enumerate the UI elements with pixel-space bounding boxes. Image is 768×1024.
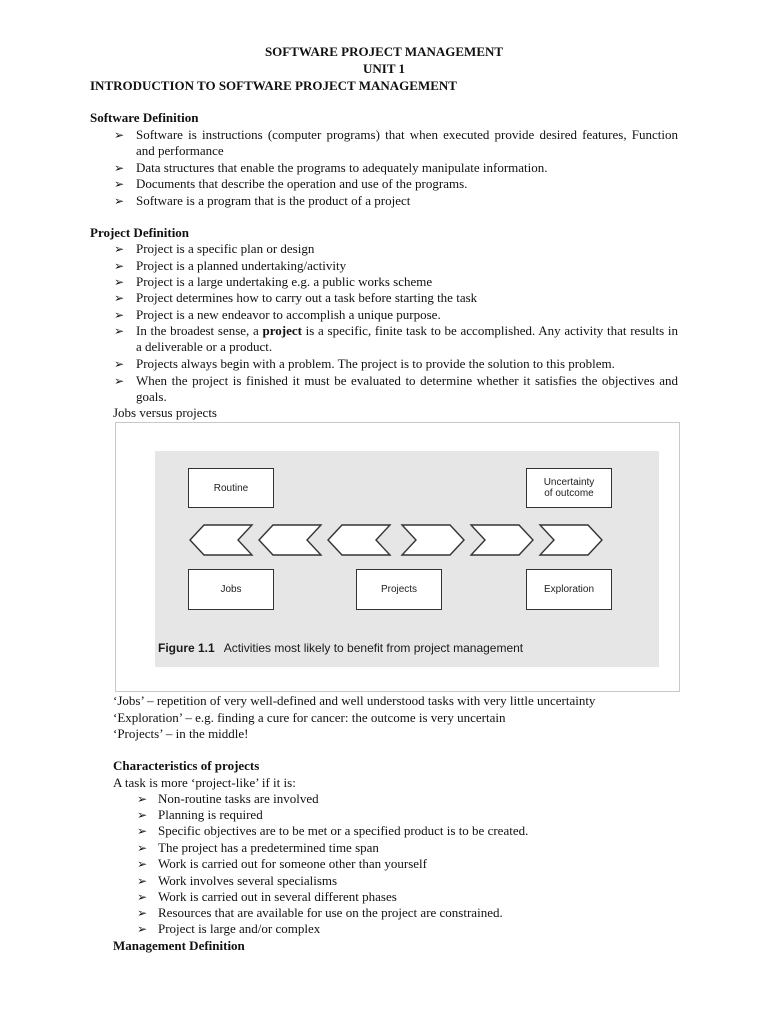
- project-bullet-3: Project is a large undertaking e.g. a public works scheme: [136, 274, 433, 289]
- project-bullet-4: Project determines how to carry out a task before starting the task: [136, 290, 478, 305]
- uncertainty-line-1: Uncertainty: [543, 477, 595, 488]
- exploration-explanation: [113, 710, 506, 726]
- arrowhead-bullet-icon: ➢: [114, 177, 125, 191]
- arrowhead-bullet-icon: ➢: [137, 857, 148, 871]
- left-chevron-3: [328, 525, 390, 555]
- project-definition-heading: Project Definition: [90, 225, 190, 240]
- exploration-term: ‘Exploration’: [113, 710, 183, 725]
- arrowhead-bullet-icon: ➢: [137, 922, 148, 936]
- software-bullet-4: Software is a program that is the product of a project: [136, 193, 411, 208]
- characteristics-intro: A task is more ‘project-like’ if it is:: [113, 775, 296, 790]
- characteristics-heading: Characteristics of projects: [113, 758, 260, 773]
- software-definition-heading: Software Definition: [90, 110, 199, 125]
- arrowhead-bullet-icon: ➢: [137, 906, 148, 920]
- uncertainty-line-2: of outcome: [544, 488, 594, 499]
- projects-text: – in the middle!: [162, 726, 249, 741]
- arrowhead-bullet-icon: ➢: [137, 841, 148, 855]
- characteristic-bullet-4: The project has a predetermined time span: [158, 840, 379, 855]
- arrowhead-bullet-icon: ➢: [137, 874, 148, 888]
- arrowhead-bullet-icon: ➢: [137, 808, 148, 822]
- figure-number: Figure 1.1: [158, 641, 215, 655]
- left-chevron-2: [259, 525, 321, 555]
- arrowhead-bullet-icon: ➢: [114, 324, 125, 338]
- figure-box-jobs: Jobs: [188, 569, 274, 610]
- figure-caption: [158, 640, 523, 656]
- chevron-arrows-diagram: [185, 519, 615, 561]
- figure-caption-text: Activities most likely to benefit from project management: [223, 641, 524, 655]
- projects-term: ‘Projects’: [113, 726, 163, 741]
- arrowhead-bullet-icon: ➢: [114, 161, 125, 175]
- unit-label: UNIT 1: [362, 61, 406, 76]
- arrowhead-bullet-icon: ➢: [114, 357, 125, 371]
- arrowhead-bullet-icon: ➢: [114, 275, 125, 289]
- doc-subtitle: INTRODUCTION TO SOFTWARE PROJECT MANAGEMENT: [90, 78, 457, 93]
- characteristic-bullet-5: Work is carried out for someone other than yourself: [158, 856, 427, 871]
- arrowhead-bullet-icon: ➢: [114, 374, 125, 388]
- jobs-term: ‘Jobs’: [113, 693, 144, 708]
- project-bullet-7: When the project is finished it must be evaluated to determine whether it satisfies the objectives and goals.: [136, 373, 678, 405]
- arrowhead-bullet-icon: ➢: [114, 308, 125, 322]
- figure-box-uncertainty: [526, 468, 612, 508]
- characteristic-bullet-9: Project is large and/or complex: [158, 921, 321, 936]
- characteristic-bullet-6: Work involves several specialisms: [158, 873, 338, 888]
- right-chevron-1: [402, 525, 464, 555]
- arrowhead-bullet-icon: ➢: [114, 194, 125, 208]
- figure-box-routine: Routine: [188, 468, 274, 508]
- jobs-versus-projects-label: Jobs versus projects: [113, 405, 217, 420]
- arrowhead-bullet-icon: ➢: [114, 291, 125, 305]
- projects-explanation: [113, 726, 249, 742]
- project-bullet-2: Project is a planned undertaking/activity: [136, 258, 347, 273]
- characteristic-bullet-1: Non-routine tasks are involved: [158, 791, 319, 806]
- jobs-text: – repetition of very well-defined and well understood tasks with very little uncertainty: [143, 693, 596, 708]
- arrowhead-bullet-icon: ➢: [137, 824, 148, 838]
- broadest-prefix: In the broadest sense, a: [136, 323, 263, 338]
- characteristic-bullet-2: Planning is required: [158, 807, 263, 822]
- figure-box-exploration: Exploration: [526, 569, 612, 610]
- arrowhead-bullet-icon: ➢: [114, 128, 125, 142]
- arrowhead-bullet-icon: ➢: [114, 242, 125, 256]
- characteristic-bullet-7: Work is carried out in several different phases: [158, 889, 397, 904]
- software-bullet-2: Data structures that enable the programs to adequately manipulate information.: [136, 160, 548, 175]
- characteristic-bullet-8: Resources that are available for use on the project are constrained.: [158, 905, 503, 920]
- broadest-suffix: is a specific, finite task to be accomplished. Any activity that results in a deliverable or a product.: [136, 323, 678, 355]
- project-bullet-broadest: [136, 323, 678, 356]
- broadest-bold-term: project: [262, 323, 302, 338]
- arrowhead-bullet-icon: ➢: [137, 890, 148, 904]
- management-definition-heading: Management Definition: [113, 938, 245, 953]
- project-bullet-6: Projects always begin with a problem. The project is to provide the solution to this problem.: [136, 356, 615, 371]
- characteristic-bullet-3: Specific objectives are to be met or a specified product is to be created.: [158, 823, 529, 838]
- jobs-explanation: [113, 693, 595, 709]
- software-bullet-3: Documents that describe the operation and use of the programs.: [136, 176, 468, 191]
- project-bullet-5: Project is a new endeavor to accomplish a unique purpose.: [136, 307, 441, 322]
- arrowhead-bullet-icon: ➢: [114, 259, 125, 273]
- software-bullet-1: Software is instructions (computer programs) that when executed provide desired features, Function and performance: [136, 127, 678, 159]
- right-chevron-2: [471, 525, 533, 555]
- doc-title: SOFTWARE PROJECT MANAGEMENT: [264, 44, 504, 59]
- left-chevron-1: [190, 525, 252, 555]
- arrowhead-bullet-icon: ➢: [137, 792, 148, 806]
- figure-box-projects: Projects: [356, 569, 442, 610]
- exploration-text: – e.g. finding a cure for cancer: the outcome is very uncertain: [182, 710, 506, 725]
- project-bullet-1: Project is a specific plan or design: [136, 241, 315, 256]
- right-chevron-3: [540, 525, 602, 555]
